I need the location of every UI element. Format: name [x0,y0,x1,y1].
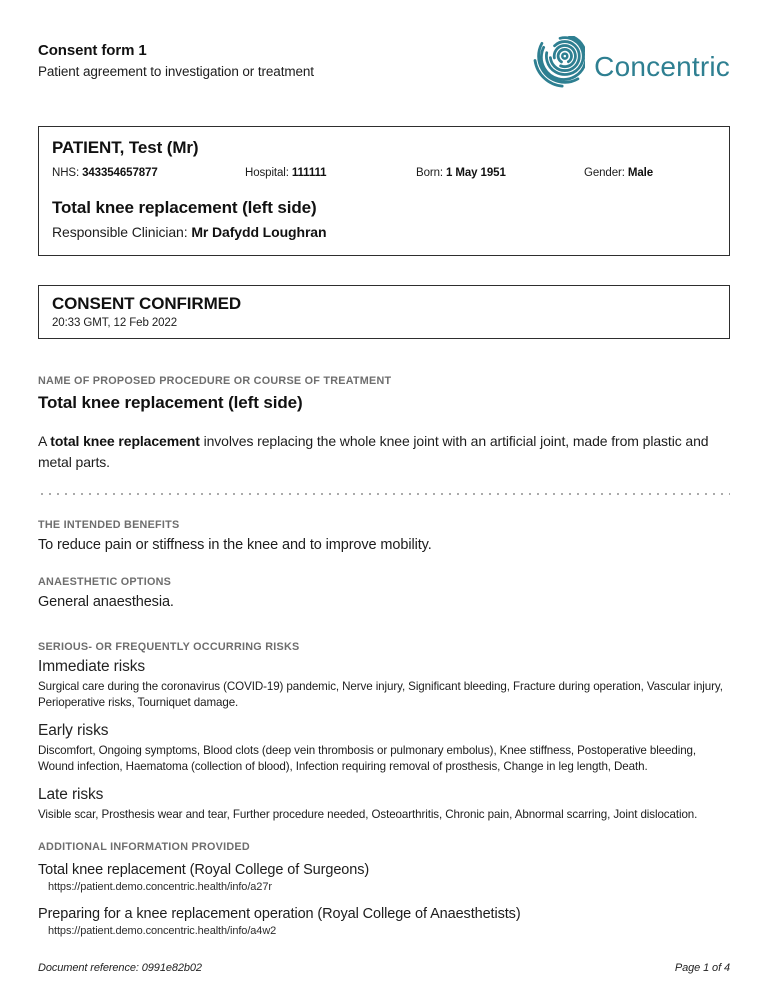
early-risks-text: Discomfort, Ongoing symptoms, Blood clots (deep vein thrombosis or pulmonary embolus), Knee stiffness, Postoperative bleeding, Wound infection, Haematoma (collection of blood), Infection requiring removal of prosthesis, Change in leg length, Death. [38,744,697,773]
nhs-field: NHS: 343354657877 [52,167,158,179]
gender-field: Gender: Male [584,167,654,179]
dotted-divider [38,493,730,495]
procedure-name: Total knee replacement (left side) [52,198,317,217]
procedure-section-label: NAME OF PROPOSED PROCEDURE OR COURSE OF TREATMENT [38,375,392,387]
document-reference: Document reference: 0991e82b02 [38,962,202,974]
late-risks-title: Late risks [38,786,104,803]
consent-timestamp: 20:33 GMT, 12 Feb 2022 [52,317,178,329]
immediate-risks-group [38,658,730,711]
info-section-label: ADDITIONAL INFORMATION PROVIDED [38,841,250,853]
header-titles [38,36,314,79]
clinician-name: Mr Dafydd Loughran [191,224,327,240]
concentric-wordmark: Concentric [594,51,730,82]
procedure-section-title: Total knee replacement (left side) [38,393,303,412]
info-item-title: Preparing for a knee replacement operation (Royal College of Anaesthetists) [38,906,521,922]
early-risks-title: Early risks [38,722,109,739]
document-footer [38,962,730,974]
info-item [38,906,730,937]
risks-section-label: SERIOUS- OR FREQUENTLY OCCURRING RISKS [38,641,300,653]
anaesthetic-section-label: ANAESTHETIC OPTIONS [38,576,172,588]
patient-name: PATIENT, Test (Mr) [52,138,199,157]
responsible-clinician: Responsible Clinician: Mr Dafydd Loughran [52,224,327,240]
anaesthetic-text: General anaesthesia. [38,594,174,610]
page-subtitle: Patient agreement to investigation or treatment [38,64,314,79]
immediate-risks-text: Surgical care during the coronavirus (COVID-19) pandemic, Nerve injury, Significant bleeding, Fracture during operation, Vascular injury, Perioperative risks, Tourniquet damage. [38,680,723,709]
late-risks-text: Visible scar, Prosthesis wear and tear, Further procedure needed, Osteoarthritis, Chronic pain, Abnormal scarring, Joint dislocation. [38,808,698,821]
info-item-url: https://patient.demo.concentric.health/info/a27r [48,881,272,893]
patient-details-box [38,126,730,256]
document-header [38,0,730,94]
hospital-field: Hospital: 111111 [245,167,327,179]
fingerprint-logo-icon [529,36,585,94]
immediate-risks-title: Immediate risks [38,658,146,675]
consent-status-box [38,285,730,339]
patient-fields-row [52,167,716,179]
info-item-url: https://patient.demo.concentric.health/info/a4w2 [48,925,277,937]
page-title: Consent form 1 [38,42,147,59]
procedure-description: A total knee replacement involves replacing the whole knee joint with an artificial joint, made from plastic and metal parts. [38,433,709,470]
early-risks-group [38,722,730,775]
benefits-section-label: THE INTENDED BENEFITS [38,519,180,531]
benefits-text: To reduce pain or stiffness in the knee and to improve mobility. [38,537,432,553]
late-risks-group [38,786,730,823]
concentric-logo [529,36,730,94]
consent-status: CONSENT CONFIRMED [52,294,242,313]
born-field: Born: 1 May 1951 [416,167,506,179]
info-item-title: Total knee replacement (Royal College of Surgeons) [38,862,370,878]
page-number: Page 1 of 4 [674,962,730,974]
info-item [38,862,730,893]
